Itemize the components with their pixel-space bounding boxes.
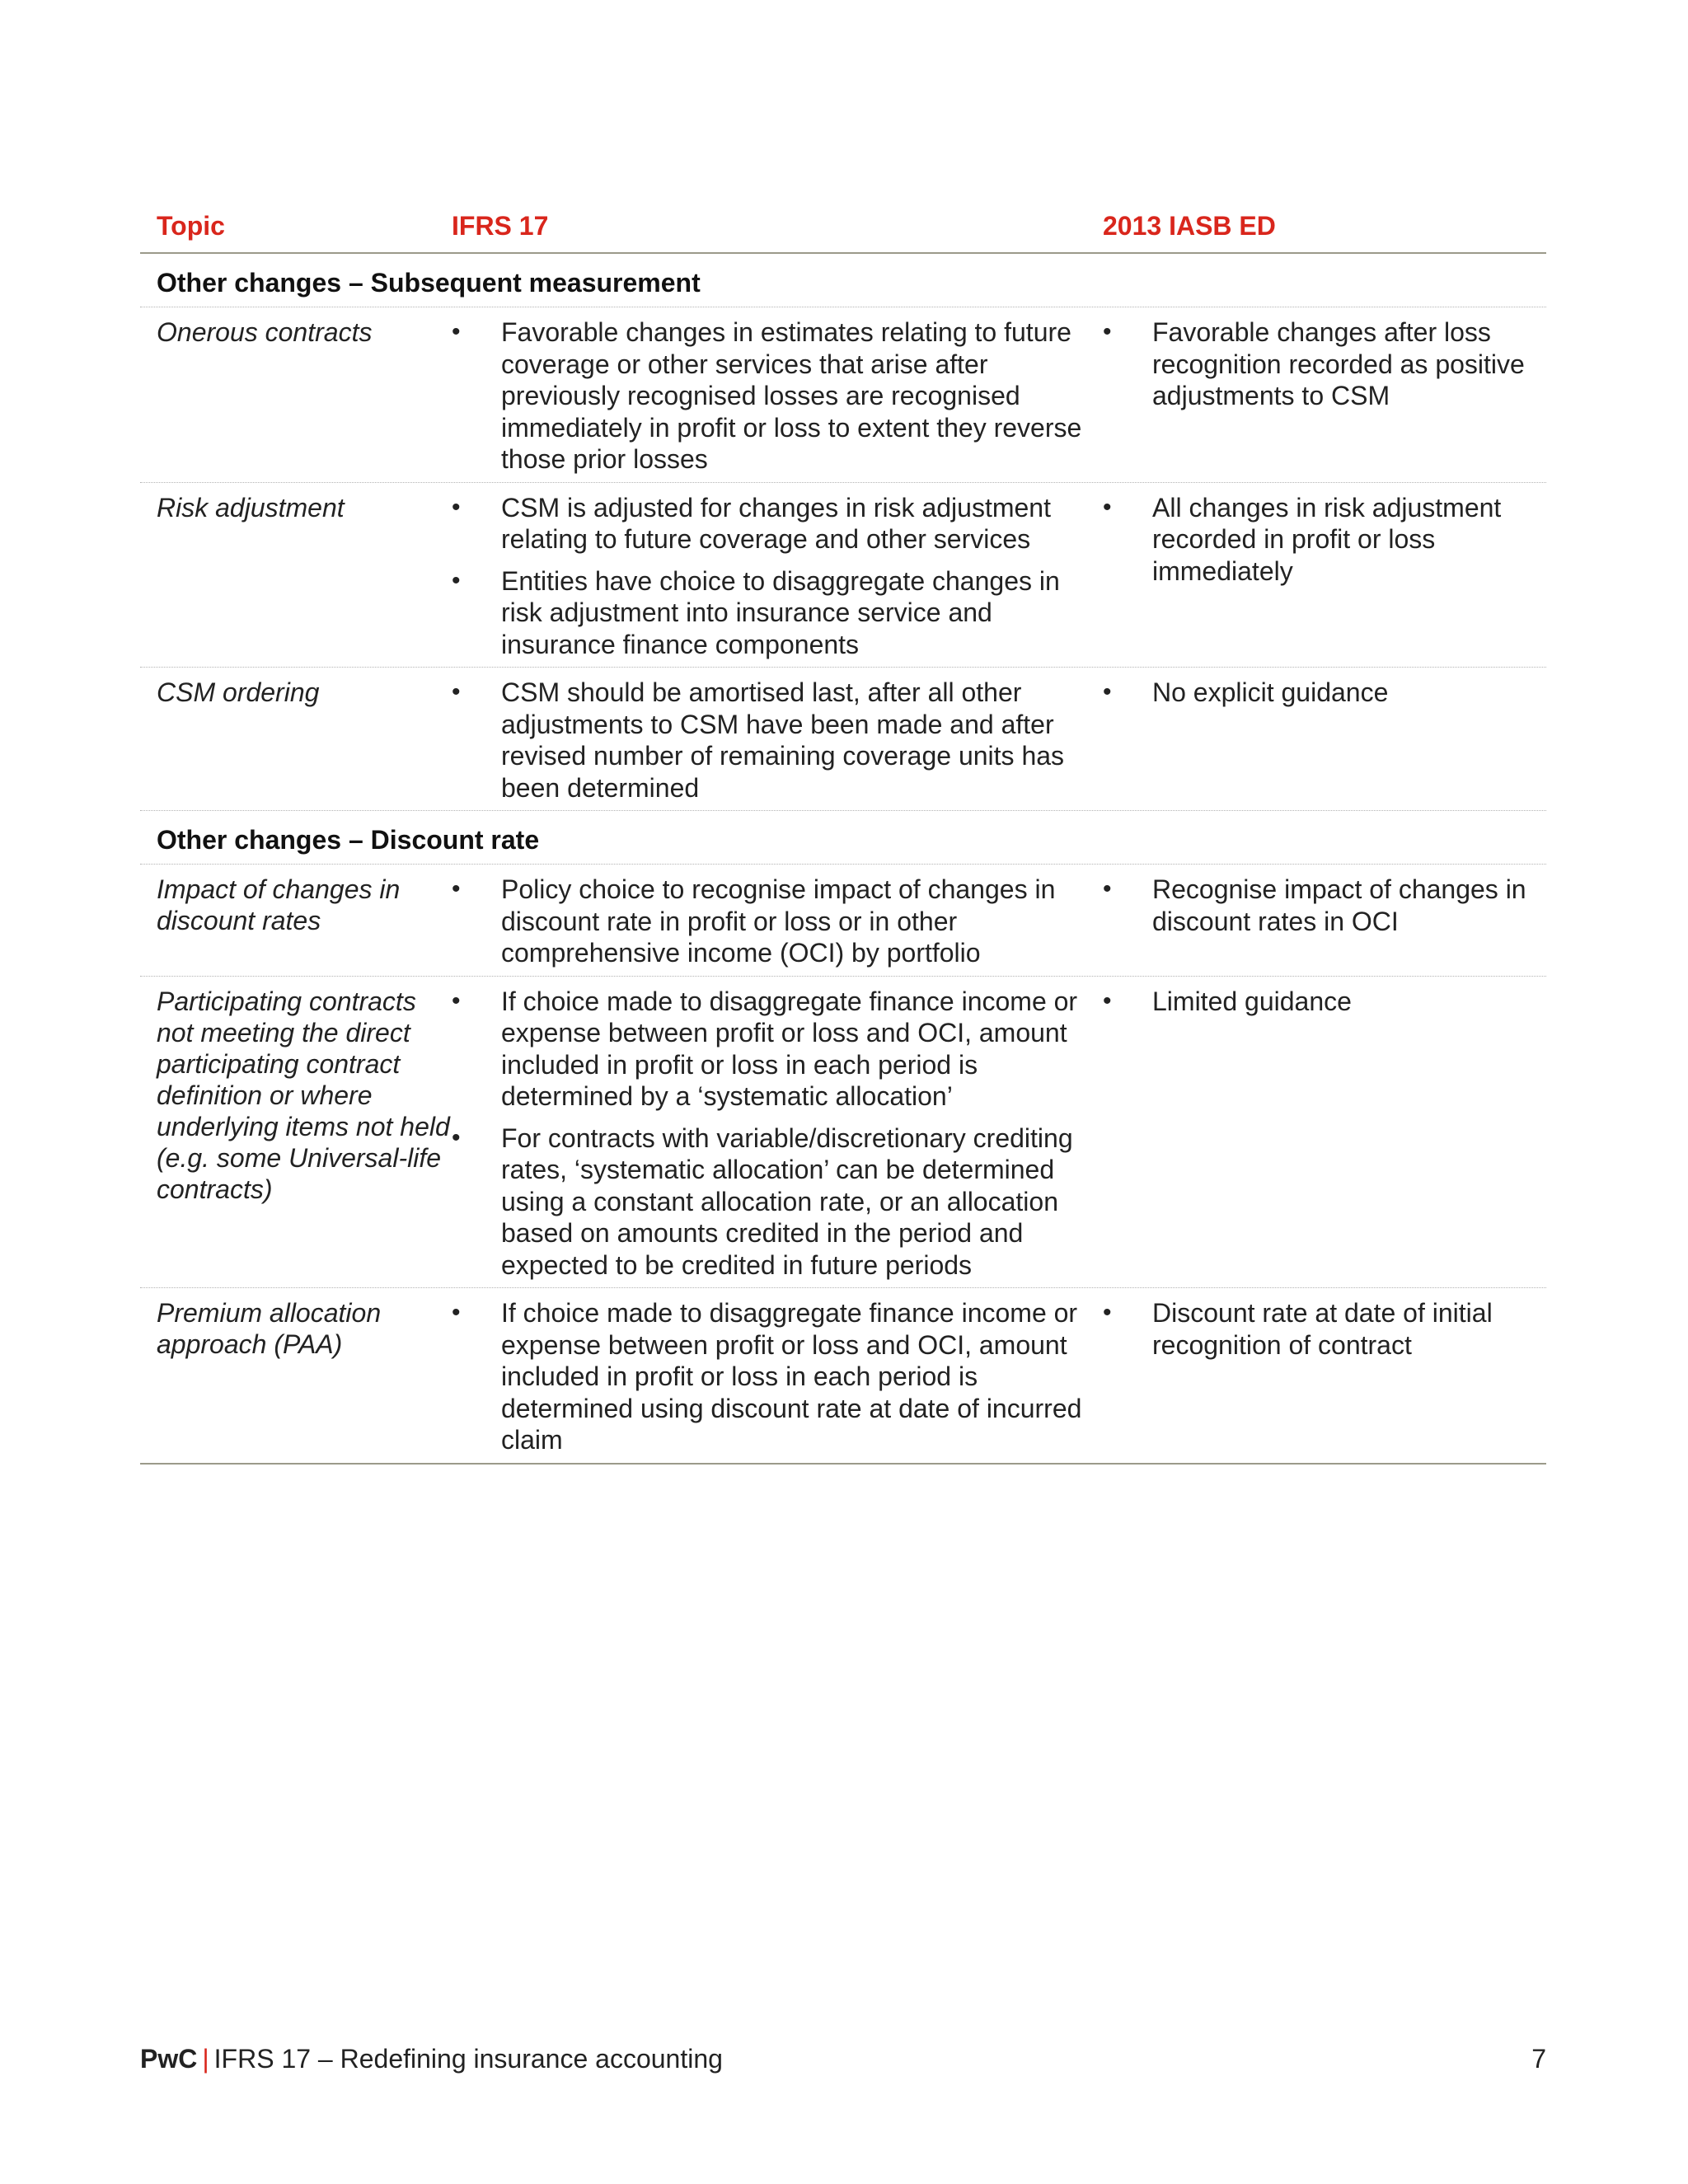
- bullet-text: Discount rate at date of initial recognition of contract: [1152, 1298, 1493, 1360]
- bullet-icon: •: [1103, 875, 1112, 902]
- table-row: [140, 977, 1546, 1289]
- bullet-text: No explicit guidance: [1152, 677, 1389, 707]
- bullet-text: For contracts with variable/discretionary crediting rates, ‘systematic allocation’ can be determined using a constant allocation rate, or an allocation based on amounts credited in the period and expected to be credited in future periods: [501, 1122, 1073, 1280]
- ifrs17-cell: [452, 986, 1103, 1282]
- bullet-icon: •: [1103, 318, 1112, 345]
- iasb-ed-cell: [1103, 316, 1546, 476]
- bullet-item: [452, 565, 1103, 661]
- iasb-ed-cell: [1103, 986, 1546, 1282]
- iasb-ed-cell: [1103, 677, 1546, 804]
- bullet-item: [452, 316, 1103, 476]
- iasb-ed-cell: [1103, 492, 1546, 661]
- bullet-icon: •: [452, 566, 461, 594]
- bullet-item: [1103, 316, 1546, 412]
- ifrs17-cell: [452, 677, 1103, 804]
- footer-separator: |: [202, 2044, 209, 2074]
- bullet-item: [452, 492, 1103, 555]
- section-heading: Other changes – Subsequent measurement: [140, 254, 1546, 307]
- row-topic: Premium allocation approach (PAA): [157, 1298, 382, 1359]
- bullet-text: Entities have choice to disaggregate changes in risk adjustment into insurance service and insurance finance components: [501, 565, 1060, 659]
- bullet-item: [452, 1122, 1103, 1282]
- bullet-text: If choice made to disaggregate finance income or expense between profit or loss and OCI, amount included in profit or loss in each period is determined using discount rate at date of incurred claim: [501, 1298, 1082, 1455]
- bullet-text: Limited guidance: [1152, 986, 1352, 1016]
- bullet-item: [1103, 1297, 1546, 1361]
- bullet-icon: •: [1103, 493, 1112, 521]
- bullet-icon: •: [452, 987, 461, 1015]
- bullet-icon: •: [452, 678, 461, 705]
- table-row: [140, 307, 1546, 483]
- row-topic: Impact of changes in discount rates: [157, 874, 401, 935]
- bullet-item: [452, 874, 1103, 969]
- bullet-item: [1103, 677, 1546, 709]
- bullet-icon: •: [452, 875, 461, 902]
- table-row: [140, 1288, 1546, 1465]
- bullet-text: If choice made to disaggregate finance income or expense between profit or loss and OCI, amount included in profit or loss in each period is determined by a ‘systematic allocation’: [501, 986, 1078, 1111]
- bullet-icon: •: [1103, 1299, 1112, 1326]
- ifrs17-cell: [452, 492, 1103, 661]
- bullet-text: Favorable changes in estimates relating to future coverage or other services that arise after previously recognised losses are recognised immediately in profit or loss to extent they reverse those prior losses: [501, 317, 1082, 474]
- row-topic: Onerous contracts: [157, 317, 373, 347]
- page-number: 7: [1531, 2044, 1546, 2074]
- header-2013-iasb-ed: 2013 IASB ED: [1103, 211, 1276, 241]
- header-topic: Topic: [157, 211, 225, 241]
- footer-title: IFRS 17 – Redefining insurance accounting: [213, 2044, 723, 2074]
- iasb-ed-cell: [1103, 1297, 1546, 1456]
- bullet-item: [452, 986, 1103, 1113]
- bullet-icon: •: [1103, 678, 1112, 705]
- bullet-text: CSM is adjusted for changes in risk adjustment relating to future coverage and other services: [501, 492, 1051, 554]
- bullet-item: [452, 677, 1103, 804]
- bullet-icon: •: [452, 493, 461, 521]
- table-row: [140, 668, 1546, 811]
- ifrs17-cell: [452, 1297, 1103, 1456]
- bullet-icon: •: [452, 318, 461, 345]
- section-heading: Other changes – Discount rate: [140, 811, 1546, 865]
- ifrs17-cell: [452, 316, 1103, 476]
- comparison-table: [140, 206, 1546, 1465]
- table-header: [140, 206, 1546, 254]
- bullet-text: Favorable changes after loss recognition recorded as positive adjustments to CSM: [1152, 317, 1525, 410]
- bullet-icon: •: [452, 1299, 461, 1326]
- footer-brand: PwC: [140, 2044, 198, 2074]
- ifrs17-cell: [452, 874, 1103, 969]
- iasb-ed-cell: [1103, 874, 1546, 969]
- page-footer: [140, 2044, 1546, 2074]
- row-topic: Participating contracts not meeting the direct participating contract definition or where underlying items not held (e.g. some Universal-life contracts): [157, 986, 450, 1204]
- bullet-item: [1103, 874, 1546, 937]
- bullet-icon: •: [452, 1123, 461, 1151]
- header-ifrs17: IFRS 17: [452, 211, 549, 241]
- bullet-item: [452, 1297, 1103, 1456]
- bullet-text: Recognise impact of changes in discount rates in OCI: [1152, 874, 1526, 936]
- table-row: [140, 865, 1546, 977]
- row-topic: CSM ordering: [157, 677, 320, 707]
- bullet-icon: •: [1103, 987, 1112, 1015]
- bullet-text: CSM should be amortised last, after all other adjustments to CSM have been made and after revised number of remaining coverage units has been determined: [501, 677, 1065, 803]
- table-body: [140, 254, 1546, 1465]
- table-row: [140, 483, 1546, 668]
- bullet-text: All changes in risk adjustment recorded in profit or loss immediately: [1152, 492, 1502, 586]
- bullet-item: [1103, 986, 1546, 1018]
- row-topic: Risk adjustment: [157, 492, 345, 523]
- bullet-item: [1103, 492, 1546, 588]
- bullet-text: Policy choice to recognise impact of changes in discount rate in profit or loss or in other comprehensive income (OCI) by portfolio: [501, 874, 1056, 968]
